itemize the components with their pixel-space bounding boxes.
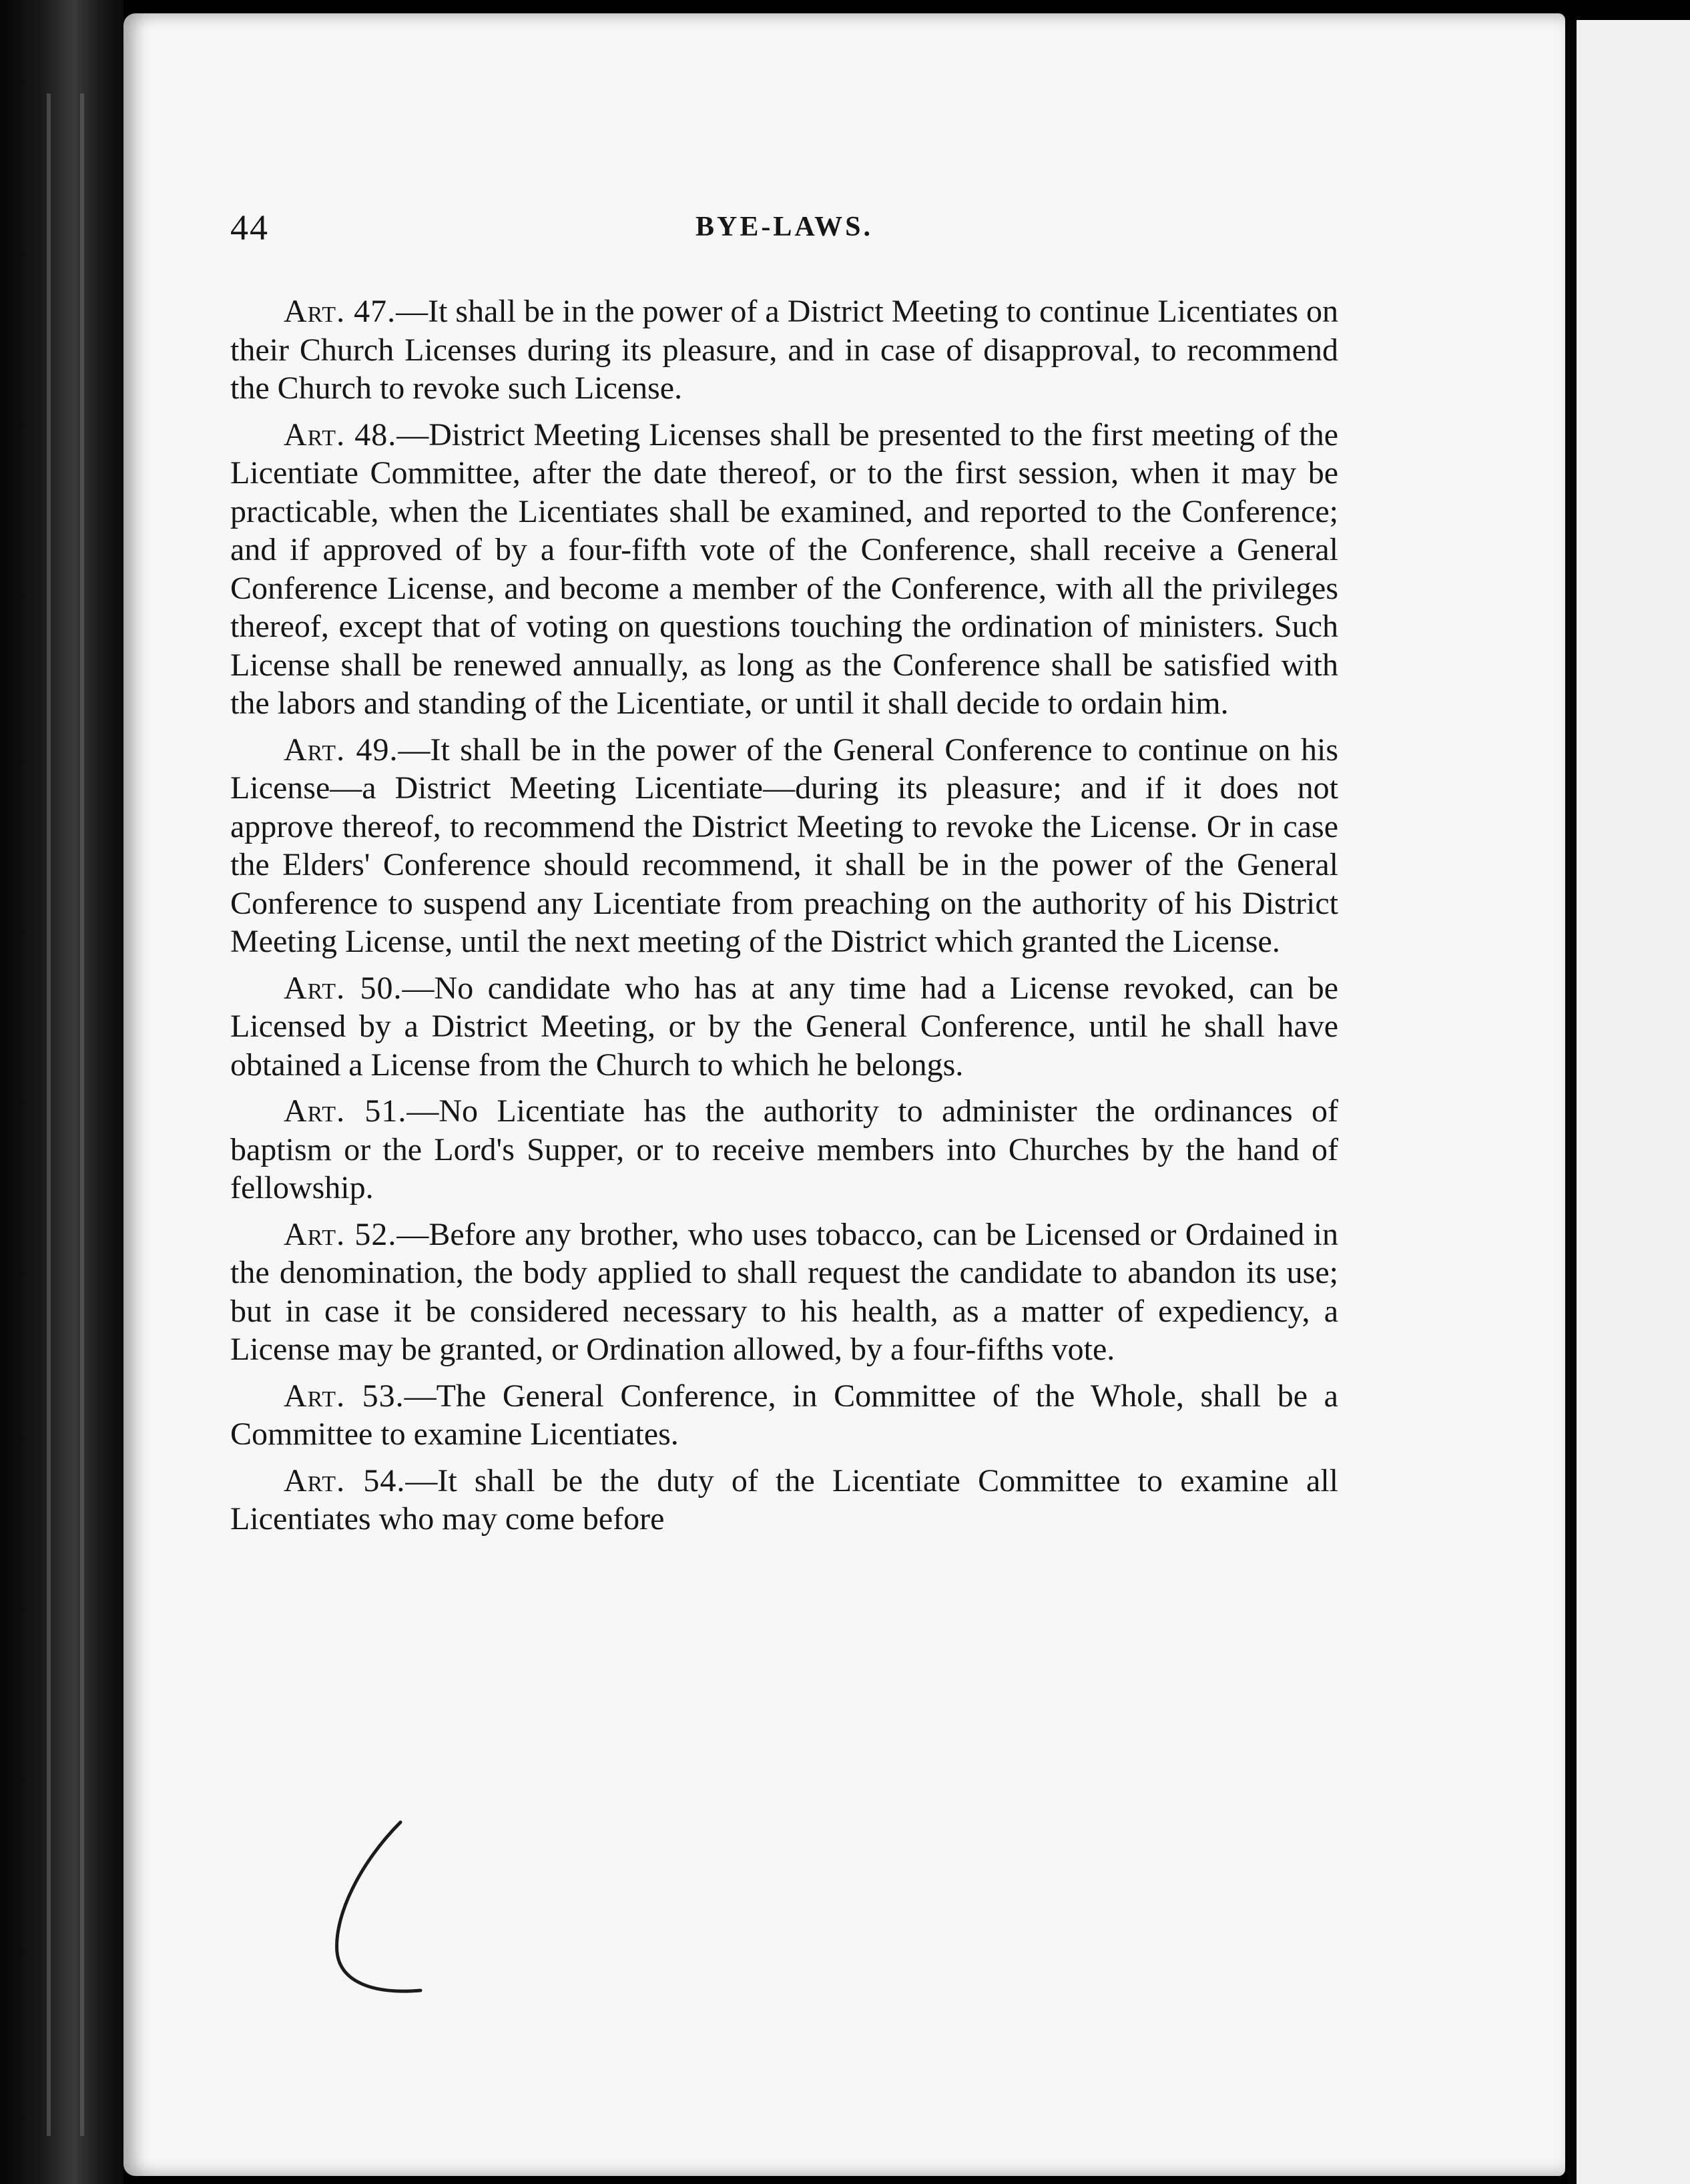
binding-stripe	[80, 93, 84, 2136]
facing-page-edge	[1567, 20, 1690, 2184]
article-text: —It shall be the duty of the Licentiate Committee to examine all Licentiates who may come before	[230, 1462, 1339, 1537]
article-47	[230, 292, 1338, 408]
article-text: —It shall be in the power of the General Conference to continue on his License—a District Meeting Licentiate—during its pleasure; and if it does not approve thereof, to recommend the District Meeting to revoke the License. Or in case the Elders' Conference should recommend, it shall be in the power of the General Conference to suspend any Licentiate from preaching on the authority of his District Meeting License, until the next meeting of the District which granted the License.	[230, 732, 1338, 959]
article-52	[230, 1215, 1338, 1369]
article-49	[230, 731, 1338, 961]
page-content	[230, 200, 1338, 1547]
article-label: Art. 49.	[284, 732, 398, 768]
article-text: —The General Conference, in Committee of the Whole, shall be a Committee to examine Licentiates.	[230, 1378, 1338, 1452]
article-label: Art. 51.	[284, 1093, 407, 1129]
article-text: —District Meeting Licenses shall be presented to the first meeting of the Licentiate Committee, after the date thereof, or to the first session, when it may be practicable, when the Licentiates shall be examined, and reported to the Conference; and if approved of by a four-fifth vote of the Conference, shall receive a General Conference License, and become a member of the Conference, with all the privileges thereof, except that of voting on questions touching the ordination of ministers. Such License shall be renewed annually, as long as the Conference shall be satisfied with the labors and standing of the Licentiate, or until it shall decide to ordain him.	[230, 417, 1339, 721]
article-text: —Before any brother, who uses tobacco, can be Licensed or Ordained in the denomination, the body applied to shall request the candidate to abandon its use; but in case it be considered necessary to his health, as a matter of expediency, a License may be granted, or Ordination allowed, by a four-fifths vote.	[230, 1216, 1338, 1367]
article-51	[230, 1092, 1338, 1207]
pencil-bracket-mark	[320, 1816, 441, 2002]
binding-stripe	[47, 93, 51, 2136]
article-54	[230, 1462, 1338, 1539]
article-label: Art. 47.	[284, 294, 396, 329]
article-48	[230, 416, 1338, 723]
article-label: Art. 48.	[284, 417, 397, 453]
page-number: 44	[230, 208, 269, 248]
article-label: Art. 50.	[284, 970, 402, 1006]
article-53	[230, 1377, 1338, 1454]
article-text: —It shall be in the power of a District Meeting to continue Licentiates on their Church Licenses during its pleasure, and in case of disapproval, to recommend the Church to revoke such License.	[230, 294, 1338, 406]
article-label: Art. 54.	[284, 1462, 406, 1498]
book-binding-edge	[0, 0, 123, 2184]
running-head	[230, 200, 1338, 267]
article-50	[230, 969, 1338, 1085]
article-text: —No Licentiate has the authority to administer the ordinances of baptism or the Lord's Supper, or to receive members into Churches by the hand of fellowship.	[230, 1093, 1338, 1205]
article-list	[230, 292, 1338, 1539]
article-text: —No candidate who has at any time had a License revoked, can be Licensed by a District Meeting, or by the General Conference, until he shall have obtained a License from the Church to which he belongs.	[230, 970, 1338, 1083]
page-header: BYE-LAWS.	[695, 212, 873, 242]
article-label: Art. 52.	[284, 1216, 397, 1252]
article-label: Art. 53.	[284, 1378, 404, 1414]
